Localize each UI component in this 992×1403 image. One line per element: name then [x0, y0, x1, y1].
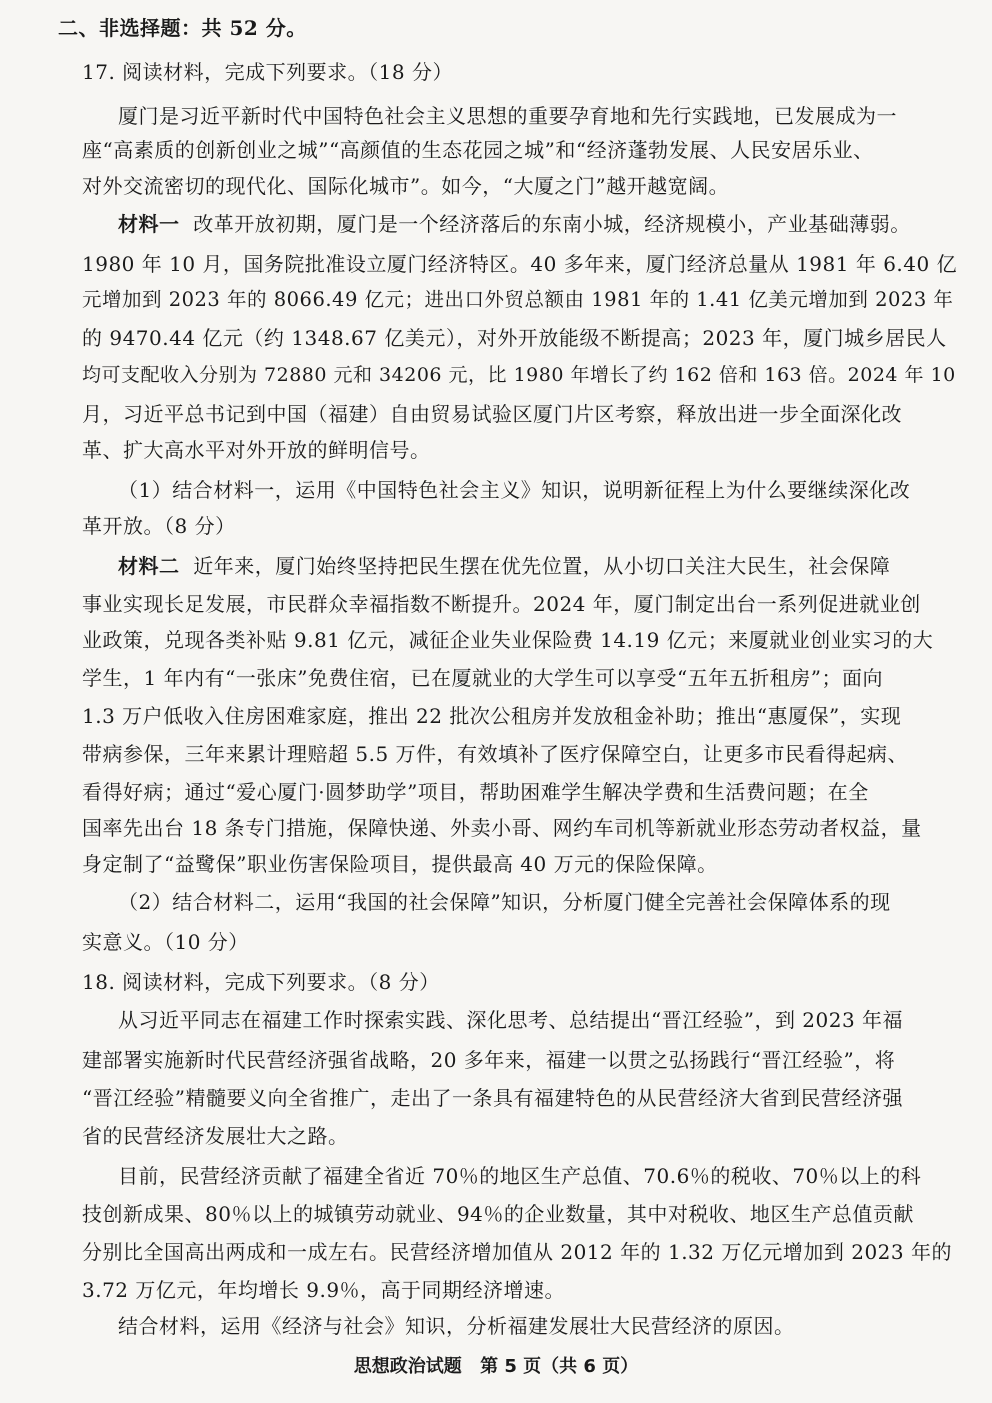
- material2-line: 国率先出台 18 条专门措施，保障快递、外卖小哥、网约车司机等新就业形态劳动者权益，量: [82, 816, 922, 840]
- material2-line: 业政策，兑现各类补贴 9.81 亿元，减征企业失业保险费 14.19 亿元；来厦就业创业实习的大: [82, 628, 934, 652]
- footer-subject: 思想政治试题: [353, 1356, 462, 1377]
- material1-label: 材料一: [118, 212, 180, 236]
- material2-line: 带病参保，三年来累计理赔超 5.5 万件，有效填补了医疗保障空白，让更多市民看得起病、: [82, 742, 909, 766]
- q18-para2-line: 分别比全国高出两成和一成左右。民营经济增加值从 2012 年的 1.32 万亿元增加到 2023 年的: [82, 1240, 952, 1264]
- q18-para1-line: 从习近平同志在福建工作时探索实践、深化思考、总结提出“晋江经验”，到 2023 年福: [118, 1008, 904, 1032]
- material2-line: 身定制了“益鹭保”职业伤害保险项目，提供最高 40 万元的保险保障。: [82, 852, 718, 876]
- material1-line: 元增加到 2023 年的 8066.49 亿元；进出口外贸总额由 1981 年的 1.41 亿美元增加到 2023 年: [82, 288, 954, 311]
- material1-line: 1980 年 10 月，国务院批准设立厦门经济特区。40 多年来，厦门经济总量从 1981 年 6.40 亿: [82, 252, 958, 276]
- material1-line: 的 9470.44 亿元（约 1348.67 亿美元），对外开放能级不断提高；2023 年，厦门城乡居民人: [82, 326, 947, 350]
- q17-prompt: 17. 阅读材料，完成下列要求。（18 分）: [82, 60, 453, 84]
- material2-first-line: [118, 556, 890, 576]
- q17-sub1-line: 革开放。（8 分）: [82, 514, 236, 538]
- q18-para1-line: 省的民营经济发展壮大之路。: [82, 1124, 349, 1148]
- material2-line: 学生，1 年内有“一张床”免费住宿，已在厦就业的大学生可以享受“五年五折租房”；面向: [82, 666, 883, 690]
- q18-para1-line: 建部署实施新时代民营经济强省战略，20 多年来，福建一以贯之弘扬践行“晋江经验”，将: [82, 1048, 896, 1072]
- q18-task: 结合材料，运用《经济与社会》知识，分析福建发展壮大民营经济的原因。: [118, 1314, 795, 1338]
- material2-text: 近年来，厦门始终坚持把民生摆在优先位置，从小切口关注大民生，社会保障: [193, 554, 891, 578]
- material1-line: 革、扩大高水平对外开放的鲜明信号。: [82, 438, 431, 462]
- material2-line: 看得好病；通过“爱心厦门·圆梦助学”项目，帮助困难学生解决学费和生活费问题；在全: [82, 780, 869, 804]
- q18-para2-line: 技创新成果、80％以上的城镇劳动就业、94％的企业数量，其中对税收、地区生产总值贡献: [82, 1202, 914, 1226]
- q18-para2-line: 3.72 万亿元，年均增长 9.9％，高于同期经济增速。: [82, 1278, 566, 1302]
- material1-text: 改革开放初期，厦门是一个经济落后的东南小城，经济规模小，产业基础薄弱。: [193, 212, 911, 236]
- q17-sub2-line: （2）结合材料二，运用“我国的社会保障”知识，分析厦门健全完善社会保障体系的现: [118, 890, 891, 914]
- material2-label: 材料二: [118, 554, 180, 578]
- material1-first-line: [118, 214, 911, 234]
- q17-intro-line: 座“高素质的创新创业之城”“高颜值的生态花园之城”和“经济蓬勃发展、人民安居乐业、: [82, 138, 874, 162]
- q17-sub1-line: （1）结合材料一，运用《中国特色社会主义》知识，说明新征程上为什么要继续深化改: [118, 478, 911, 502]
- q17-intro-line: 厦门是习近平新时代中国特色社会主义思想的重要孕育地和先行实践地，已发展成为一: [118, 104, 897, 128]
- material2-line: 事业实现长足发展，市民群众幸福指数不断提升。2024 年，厦门制定出台一系列促进就业创: [82, 592, 921, 616]
- section-title: 二、非选择题：共 52 分。: [58, 16, 307, 40]
- q17-sub2-line: 实意义。（10 分）: [82, 930, 249, 954]
- q17-intro-line: 对外交流密切的现代化、国际化城市”。如今，“大厦之门”越开越宽阔。: [82, 174, 730, 198]
- material1-line: 月，习近平总书记到中国（福建）自由贸易试验区厦门片区考察，释放出进一步全面深化改: [82, 402, 902, 426]
- q18-para2-line: 目前，民营经济贡献了福建全省近 70％的地区生产总值、70.6％的税收、70％以上的科: [118, 1164, 922, 1188]
- q18-prompt: 18. 阅读材料，完成下列要求。（8 分）: [82, 970, 440, 994]
- page-footer: [0, 1352, 992, 1378]
- q18-para1-line: “晋江经验”精髓要义向全省推广，走出了一条具有福建特色的从民营经济大省到民营经济强: [82, 1086, 903, 1110]
- material2-line: 1.3 万户低收入住房困难家庭，推出 22 批次公租房并发放租金补助；推出“惠厦保”，实现: [82, 704, 902, 728]
- material1-line: 均可支配收入分别为 72880 元和 34206 元，比 1980 年增长了约 162 倍和 163 倍。2024 年 10: [82, 364, 956, 386]
- footer-page-number: 第 5 页（共 6 页）: [480, 1356, 639, 1377]
